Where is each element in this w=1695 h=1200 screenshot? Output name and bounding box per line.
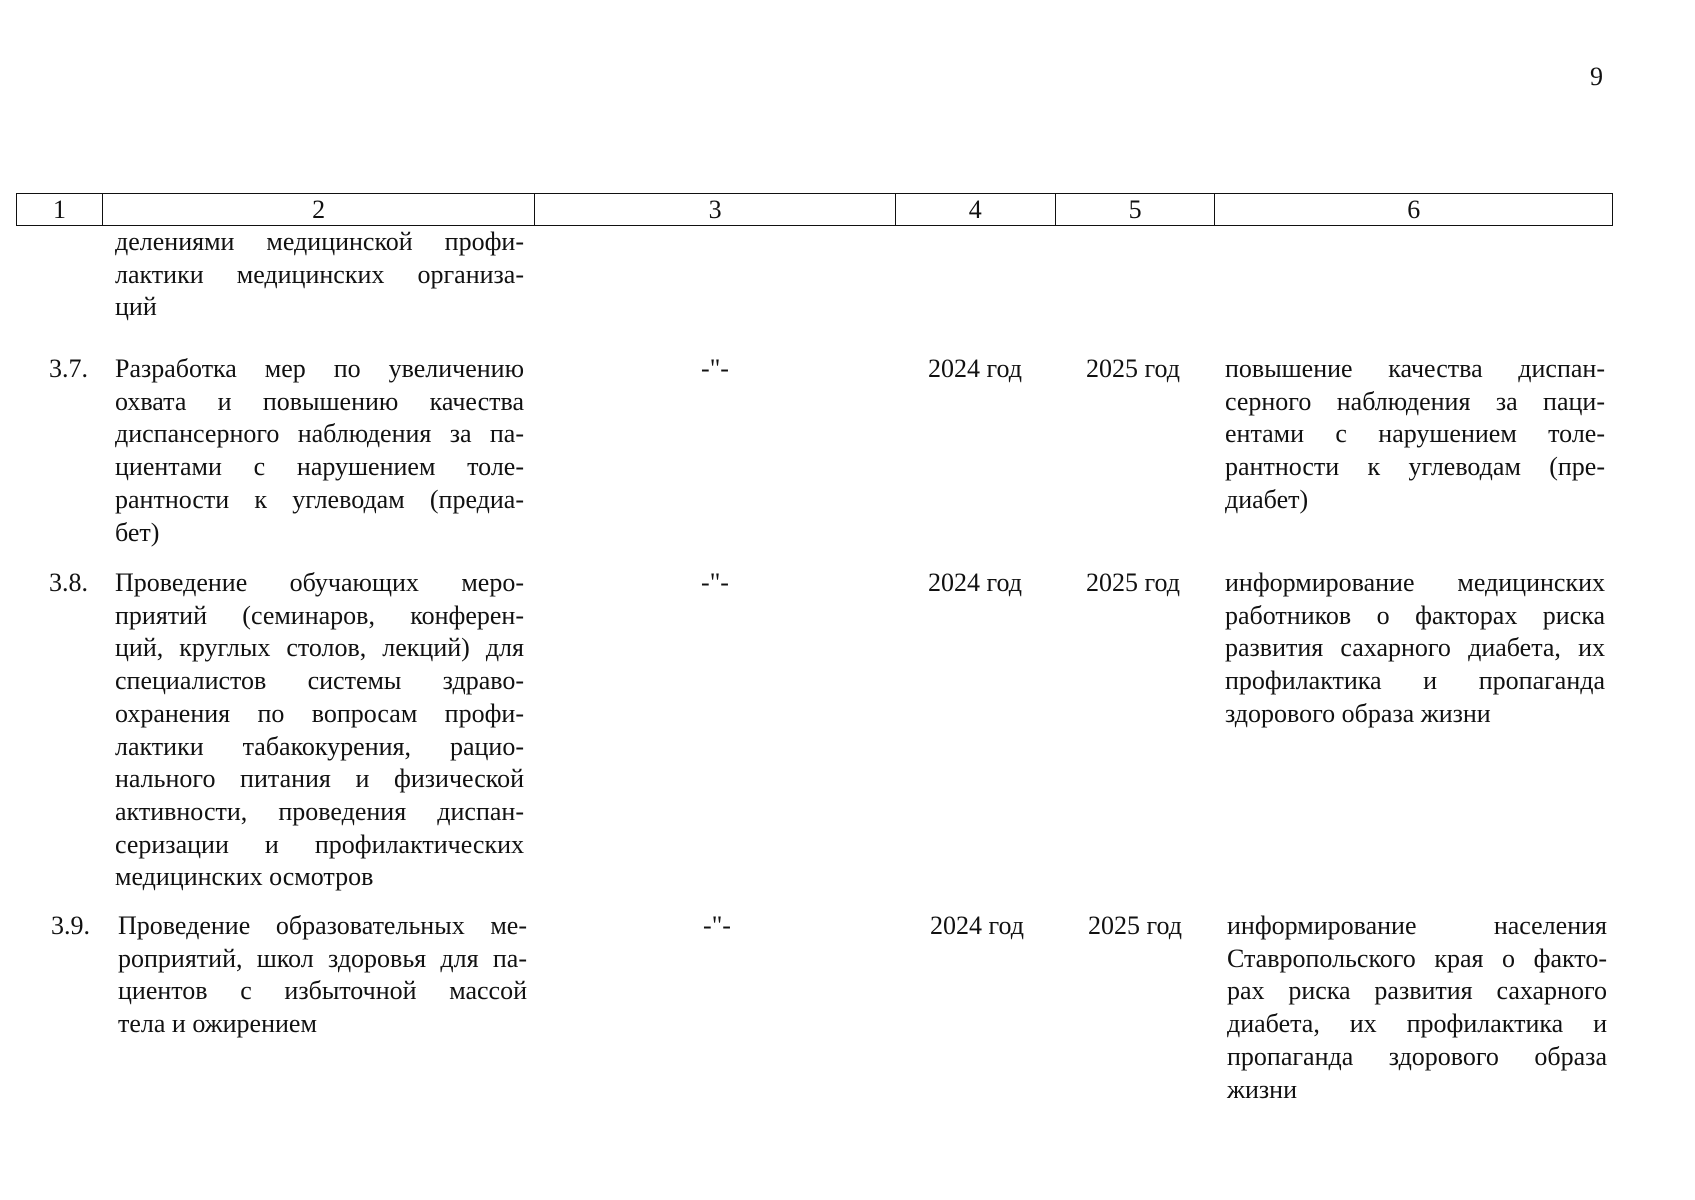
header-col-4: 4 [896, 194, 1056, 225]
table-header-row [16, 193, 1613, 226]
page-number: 9 [1590, 62, 1603, 91]
row-end-date: 2025 год [1086, 354, 1180, 383]
header-col-6: 6 [1407, 194, 1421, 224]
row-number: 3.7. [49, 354, 88, 383]
row-description: Проведение образовательных ме- роприятий, школ здоровья для па- циентов с избыточной массой тела и ожирением [118, 911, 527, 1039]
row-end-date: 2025 год [1086, 568, 1180, 597]
header-col-2: 2 [103, 194, 535, 225]
row-executor: -"- [703, 911, 731, 940]
row-description: Проведение обучающих меро- приятий (семинаров, конферен- ций, круглых столов, лекций) для специалистов системы здраво- охранения по вопросам профи- лактики табакокурения, рацио- нального питания и физической активности, проведения диспан- серизации и профилактических медицинских осмотров [115, 568, 524, 892]
continuation-text: делениями медицинской профи- лактики медицинских организа- ций [115, 227, 524, 322]
row-end-date: 2025 год [1088, 911, 1182, 940]
row-number: 3.9. [51, 911, 90, 940]
header-col-3: 3 [535, 194, 896, 225]
row-result: информирование медицинских работников о факторах риска развития сахарного диабета, их профилактика и пропаганда здорового образа жизни [1225, 568, 1605, 728]
row-result: информирование населения Ставропольского края о факто- рах риска развития сахарного диабета, их профилактика и пропаганда здорового образа жизни [1227, 911, 1607, 1104]
row-start-date: 2024 год [928, 354, 1022, 383]
header-col-5: 5 [1056, 194, 1216, 225]
header-col-1: 1 [17, 194, 103, 225]
row-result: повышение качества диспан- серного наблюдения за паци- ентами с нарушением толе- рантности к углеводам (пре- диабет) [1225, 354, 1605, 514]
row-executor: -"- [701, 354, 729, 383]
row-number: 3.8. [49, 568, 88, 597]
row-start-date: 2024 год [928, 568, 1022, 597]
row-executor: -"- [701, 568, 729, 597]
row-description: Разработка мер по увеличению охвата и повышению качества диспансерного наблюдения за па- циентами с нарушением толе- рантности к углеводам (предиа- бет) [115, 354, 524, 547]
row-start-date: 2024 год [930, 911, 1024, 940]
